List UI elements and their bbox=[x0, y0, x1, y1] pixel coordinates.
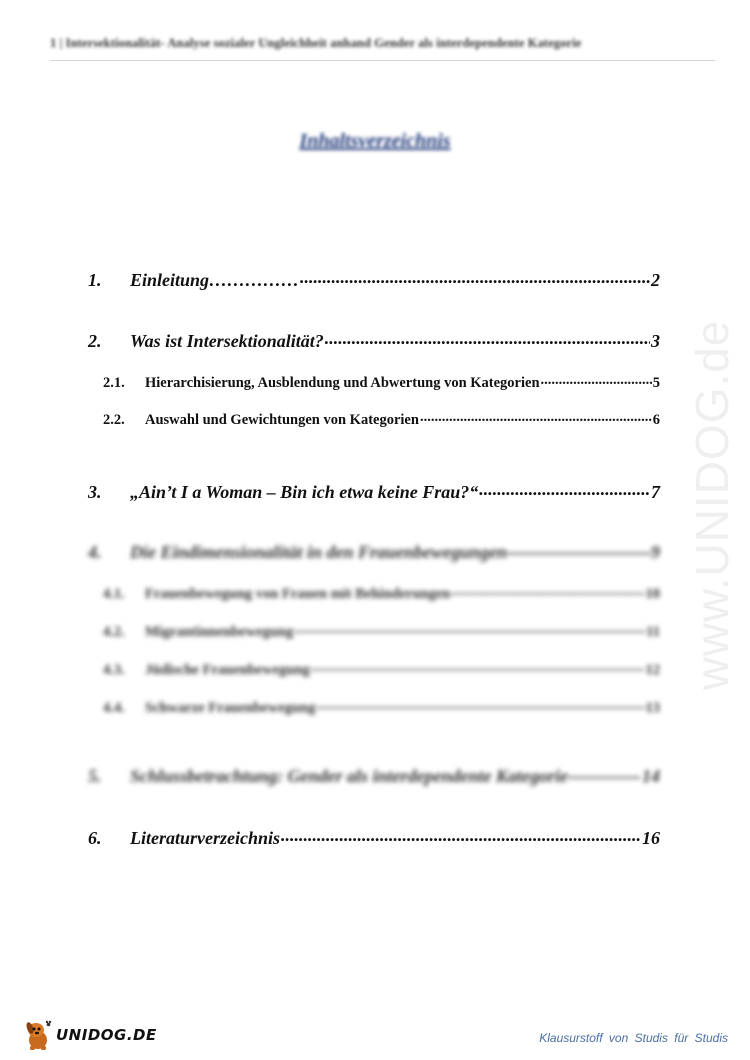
toc-entry-number: 5. bbox=[88, 766, 102, 786]
toc-entry[interactable] bbox=[88, 826, 660, 849]
toc-entry[interactable] bbox=[88, 540, 660, 563]
toc-entry[interactable] bbox=[88, 480, 660, 503]
toc-dot-leader bbox=[451, 583, 644, 598]
toc-entry-label: Schlussbetrachtung: Gender als interdependente Kategorie bbox=[130, 766, 569, 786]
toc-entry-label: Was ist Intersektionalität? bbox=[130, 331, 324, 351]
toc-entry-number: 4.3. bbox=[103, 661, 125, 678]
toc-entry-label: Frauenbewegung von Frauen mit Behinderungen bbox=[145, 585, 451, 602]
toc-dot-leader bbox=[420, 409, 652, 424]
toc-entry-label: Migrantinnenbewegung bbox=[145, 623, 294, 640]
toc-dot-leader bbox=[541, 372, 652, 387]
toc-entry-page: 14 bbox=[642, 766, 660, 786]
toc-dot-leader bbox=[294, 621, 645, 636]
toc-entry-page: 10 bbox=[645, 585, 660, 602]
toc-dot-leader bbox=[316, 697, 644, 712]
toc-dot-leader bbox=[311, 659, 645, 674]
toc-entry-page: 7 bbox=[651, 482, 660, 502]
page-title: Inhaltsverzeichnis bbox=[299, 130, 451, 152]
toc-entry-number: 6. bbox=[88, 828, 102, 848]
toc-entry-number: 2.1. bbox=[103, 374, 125, 391]
toc-dot-leader bbox=[479, 480, 650, 498]
toc-entry[interactable] bbox=[88, 329, 660, 352]
toc-entry-page: 6 bbox=[652, 411, 660, 428]
toc-dot-leader bbox=[569, 764, 641, 782]
toc-subentry[interactable] bbox=[103, 659, 660, 679]
toc-subentry[interactable] bbox=[103, 583, 660, 603]
logo-text: UNIDOG.DE bbox=[56, 1026, 157, 1044]
toc-entry-number: 3. bbox=[88, 482, 102, 502]
toc-entry-number: 4.2. bbox=[103, 623, 125, 640]
toc-subentry[interactable] bbox=[103, 409, 660, 429]
toc-entry-number: 4.4. bbox=[103, 699, 125, 716]
toc-entry-label: Die Eindimensionalität in den Frauenbewegungen bbox=[130, 542, 508, 562]
toc-entry-number: 2. bbox=[88, 331, 102, 351]
toc-entry-page: 5 bbox=[652, 374, 660, 391]
watermark: www.UNIDOG.de bbox=[686, 319, 738, 691]
toc-entry-page: 11 bbox=[646, 623, 660, 640]
toc-entry-label: Literaturverzeichnis bbox=[130, 828, 281, 848]
toc-subentry[interactable] bbox=[103, 621, 660, 641]
footer-logo[interactable] bbox=[22, 1018, 157, 1052]
toc-entry-label: Auswahl und Gewichtungen von Kategorien bbox=[145, 411, 419, 428]
footer-tagline: Klausurstoff von Studis für Studis bbox=[539, 1031, 728, 1045]
dog-mascot-icon bbox=[22, 1018, 54, 1052]
toc-entry-label: Hierarchisierung, Ausblendung und Abwertung von Kategorien bbox=[145, 374, 540, 391]
toc-entry-page: 9 bbox=[651, 542, 660, 562]
toc-entry-number: 4.1. bbox=[103, 585, 125, 602]
toc-entry-number: 4. bbox=[88, 542, 102, 562]
toc-subentry[interactable] bbox=[103, 372, 660, 392]
toc-dot-leader bbox=[325, 329, 650, 347]
toc-entry-label: Einleitung…………… bbox=[130, 270, 300, 290]
toc-entry-number: 2.2. bbox=[103, 411, 125, 428]
toc-entry[interactable] bbox=[88, 268, 660, 291]
toc-subentry[interactable] bbox=[103, 697, 660, 717]
toc-dot-leader bbox=[300, 268, 650, 286]
running-header: 1 | Intersektionalität- Analyse sozialer Ungleichheit anhand Gender als interdependente Kategorie bbox=[50, 36, 582, 50]
toc-entry-label: Jüdische Frauenbewegung bbox=[145, 661, 310, 678]
toc-entry-label: Schwarze Frauenbewegung bbox=[145, 699, 316, 716]
toc-entry-page: 3 bbox=[651, 331, 660, 351]
toc-entry-page: 12 bbox=[645, 661, 660, 678]
toc-dot-leader bbox=[508, 540, 650, 558]
toc-entry-label: „Ain’t I a Woman – Bin ich etwa keine Frau?“ bbox=[130, 482, 479, 502]
toc-entry-number: 1. bbox=[88, 270, 102, 290]
toc-entry[interactable] bbox=[88, 764, 660, 787]
header-divider bbox=[50, 60, 715, 61]
toc-dot-leader bbox=[281, 826, 641, 844]
toc-entry-page: 2 bbox=[651, 270, 660, 290]
toc-entry-page: 13 bbox=[645, 699, 660, 716]
toc-entry-page: 16 bbox=[642, 828, 660, 848]
